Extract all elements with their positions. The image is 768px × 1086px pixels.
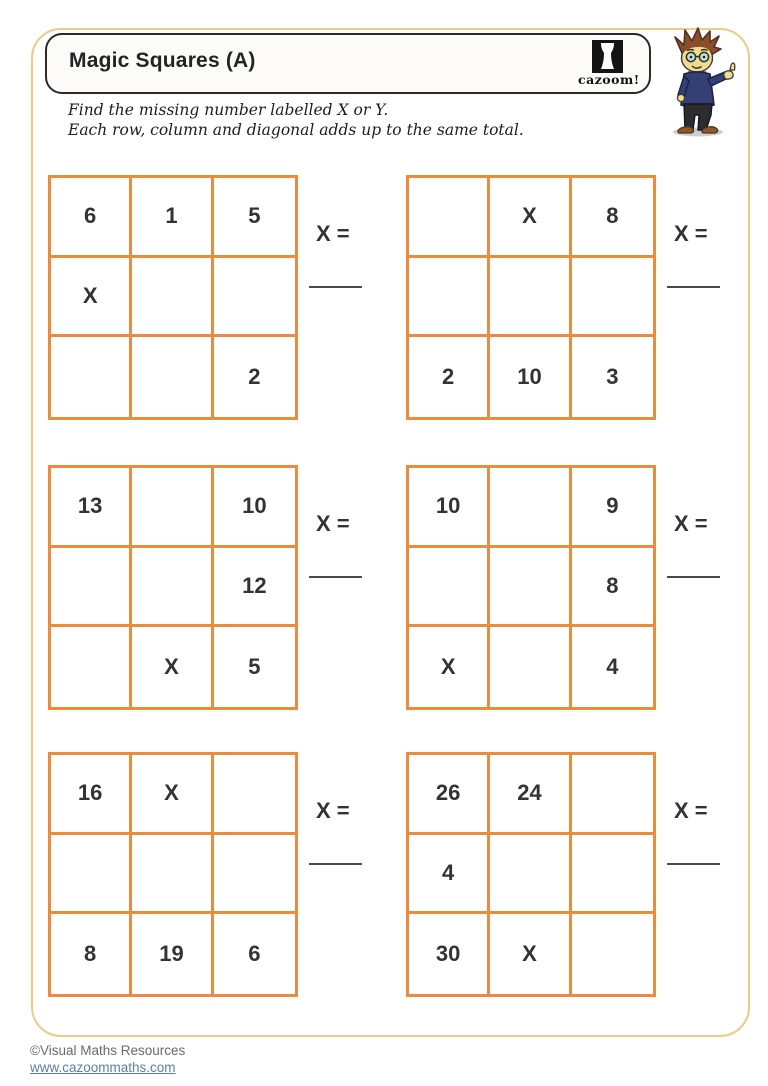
- grid-cell-empty: [490, 627, 571, 707]
- grid-cell-empty: [214, 835, 295, 915]
- grid-cell-empty: [572, 258, 653, 338]
- grid-cell-filled: 13: [51, 468, 132, 548]
- magic-square-puzzle-1: [48, 175, 378, 425]
- answer-label: X =: [674, 221, 708, 246]
- grid-cell-filled: 3: [606, 364, 619, 390]
- grid-cell-empty: [51, 627, 132, 707]
- grid-cell-empty: [51, 337, 132, 417]
- grid-cell-filled: X: [490, 178, 571, 258]
- answer-blank-line: [309, 863, 362, 865]
- instructions: [68, 101, 524, 140]
- grid-cell-filled: X: [490, 914, 571, 994]
- grid-cell-empty: [132, 835, 213, 915]
- grid-cell-empty: [572, 755, 653, 835]
- grid-cell-filled: 5: [248, 654, 261, 680]
- answer-blank-line: [667, 286, 720, 288]
- grid-cell-empty: [490, 258, 571, 338]
- grid-cell-filled: 6: [51, 178, 132, 258]
- cazoom-logo-text: cazoom!: [578, 72, 640, 87]
- magic-square-puzzle-4: [406, 465, 736, 715]
- answer-label: X =: [316, 798, 350, 823]
- grid-cell-empty: [572, 914, 653, 994]
- grid-cell-filled: X: [409, 627, 490, 707]
- grid-cell-filled: 4: [409, 835, 490, 915]
- hourglass-vase-icon: [592, 40, 623, 73]
- grid-cell-filled: 24: [490, 755, 571, 835]
- grid-cell-filled: X: [51, 258, 132, 338]
- answer-blank-line: [667, 576, 720, 578]
- answer-blank-line: [309, 576, 362, 578]
- grid-cell-filled: 8: [572, 548, 653, 628]
- grid-cell-filled: 10: [214, 468, 295, 548]
- grid-cell-filled: 4: [606, 654, 619, 680]
- copyright-text: ©Visual Maths Resources: [30, 1043, 186, 1058]
- website-link[interactable]: www.cazoommaths.com: [30, 1060, 176, 1075]
- grid-cell-empty: [51, 548, 132, 628]
- grid-cell-filled: 1: [132, 178, 213, 258]
- magic-square-puzzle-3: [48, 465, 378, 715]
- answer-label: X =: [316, 511, 350, 536]
- footer: [30, 1042, 185, 1076]
- answer-blank-line: [667, 863, 720, 865]
- magic-square-grid: [406, 175, 656, 420]
- magic-square-grid: [48, 752, 298, 997]
- grid-cell-empty: [490, 468, 571, 548]
- grid-cell-empty: [51, 835, 132, 915]
- grid-cell-empty: [214, 258, 295, 338]
- grid-cell-filled: 9: [572, 468, 653, 548]
- grid-cell-empty: [132, 548, 213, 628]
- grid-cell-filled: 2: [409, 337, 490, 417]
- instruction-line-1: Find the missing number labelled X or Y.: [68, 101, 389, 119]
- grid-cell-empty: [409, 548, 490, 628]
- grid-cell-filled: 5: [214, 178, 295, 258]
- instruction-line-2: Each row, column and diagonal adds up to the same total.: [68, 120, 524, 139]
- grid-cell-empty: [490, 835, 571, 915]
- grid-cell-empty: [132, 468, 213, 548]
- magic-square-grid: [406, 752, 656, 997]
- grid-cell-filled: 19: [132, 914, 213, 994]
- grid-cell-filled: 8: [572, 178, 653, 258]
- grid-cell-filled: 2: [248, 364, 261, 390]
- answer-label: X =: [674, 511, 708, 536]
- grid-cell-empty: [572, 835, 653, 915]
- grid-cell-filled: 8: [51, 914, 132, 994]
- magic-square-grid: [48, 175, 298, 420]
- grid-cell-filled: 30: [409, 914, 490, 994]
- grid-cell-empty: [409, 258, 490, 338]
- grid-cell-filled: 6: [248, 941, 261, 967]
- magic-square-puzzle-2: [406, 175, 736, 425]
- magic-square-grid: [48, 465, 298, 710]
- grid-cell-empty: [214, 755, 295, 835]
- grid-cell-filled: 10: [490, 337, 571, 417]
- grid-cell-filled: X: [132, 755, 213, 835]
- grid-cell-empty: [409, 178, 490, 258]
- grid-cell-empty: [132, 337, 213, 417]
- cartoon-boy-thumbs-up-icon: [653, 27, 748, 139]
- magic-square-grid: [406, 465, 656, 710]
- answer-label: X =: [674, 798, 708, 823]
- answer-blank-line: [309, 286, 362, 288]
- grid-cell-filled: 12: [214, 548, 295, 628]
- grid-cell-filled: 16: [51, 755, 132, 835]
- grid-cell-empty: [490, 548, 571, 628]
- page-title: Magic Squares (A): [69, 49, 256, 72]
- grid-cell-filled: 10: [409, 468, 490, 548]
- grid-cell-empty: [132, 258, 213, 338]
- grid-cell-filled: 26: [409, 755, 490, 835]
- cazoom-logo: [578, 40, 640, 87]
- answer-label: X =: [316, 221, 350, 246]
- magic-square-puzzle-5: [48, 752, 378, 1002]
- worksheet-header: [45, 33, 651, 94]
- magic-square-puzzle-6: [406, 752, 736, 1002]
- grid-cell-filled: X: [132, 627, 213, 707]
